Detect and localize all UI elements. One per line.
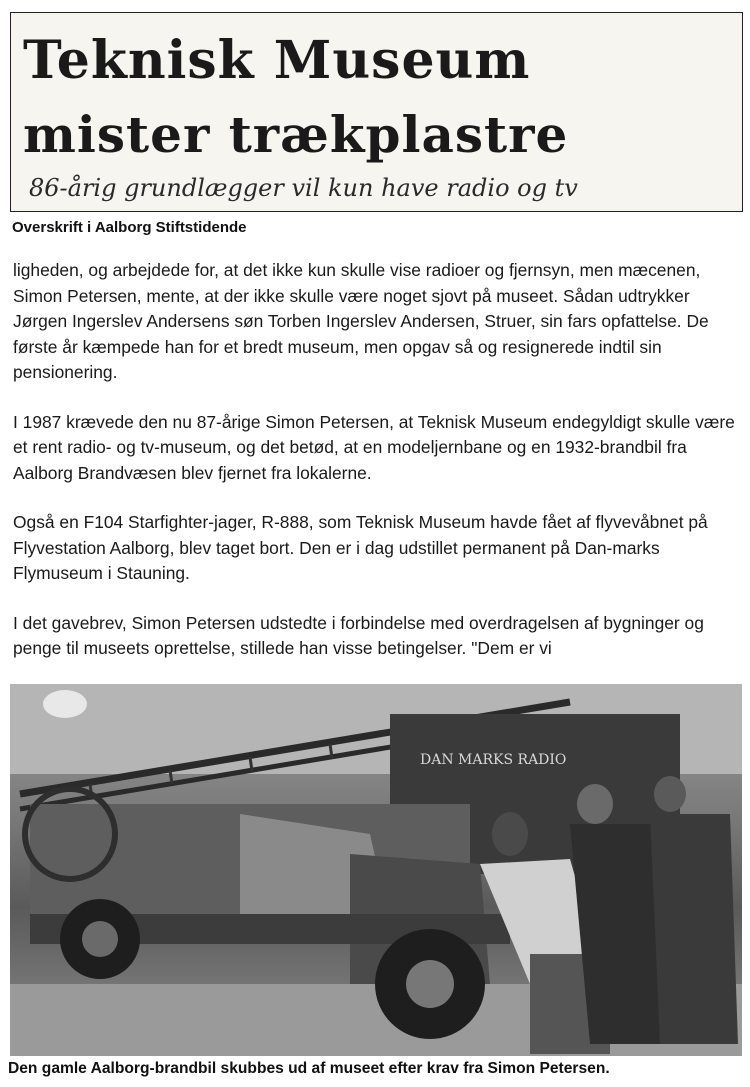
paragraph-2: I 1987 krævede den nu 87-årige Simon Petersen, at Teknisk Museum endegyldigt skulle være et rent radio- og tv-museum, og det betød, at en modeljernbane og en 1932-brandbil fra Aalborg Brandvæsen blev fjernet fra lokalerne. (13, 411, 735, 483)
paragraph-1: ligheden, og arbejdede for, at det ikke kun skulle vise radioer og fjernsyn, men mæcenen, Simon Petersen, mente, at der ikke skulle være noget sjovt på museet. Sådan udtrykker Jørgen Ingerslev Andersens søn Torben Ingerslev Andersen, Struer, sin fars opfattelse. De første år kæmpede han for et bredt museum, men opgav så og resignerede indtil sin pensionering. (13, 260, 709, 382)
fire-truck-photo (10, 684, 742, 1056)
subheadline: 86-årig grundlægger vil kun have radio og tv (29, 174, 578, 202)
photo-caption: Den gamle Aalborg-brandbil skubbes ud af museet efter krav fra Simon Petersen. (8, 1060, 610, 1077)
headline-clipping (10, 12, 743, 212)
headline-line-2: mister trækplastre (23, 105, 569, 164)
clipping-caption: Overskrift i Aalborg Stiftstidende (12, 219, 247, 236)
ceiling-lamp-icon (43, 690, 87, 718)
headline-line-1: Teknisk Museum (23, 30, 531, 91)
article-body (13, 258, 743, 686)
van-sign: DAN MARKS RADIO (420, 752, 567, 768)
paragraph-3: Også en F104 Starfighter-jager, R-888, som Teknisk Museum havde fået af flyvevåbnet på Flyvestation Aalborg, blev taget bort. Den er i dag udstillet permanent på Dan-marks Flymuseum i Stauning. (13, 512, 708, 583)
paragraph-4: I det gavebrev, Simon Petersen udstedte i forbindelse med overdragelsen af bygninger og penge til museets oprettelse, stillede han visse betingelser. "Dem er vi (13, 612, 704, 658)
